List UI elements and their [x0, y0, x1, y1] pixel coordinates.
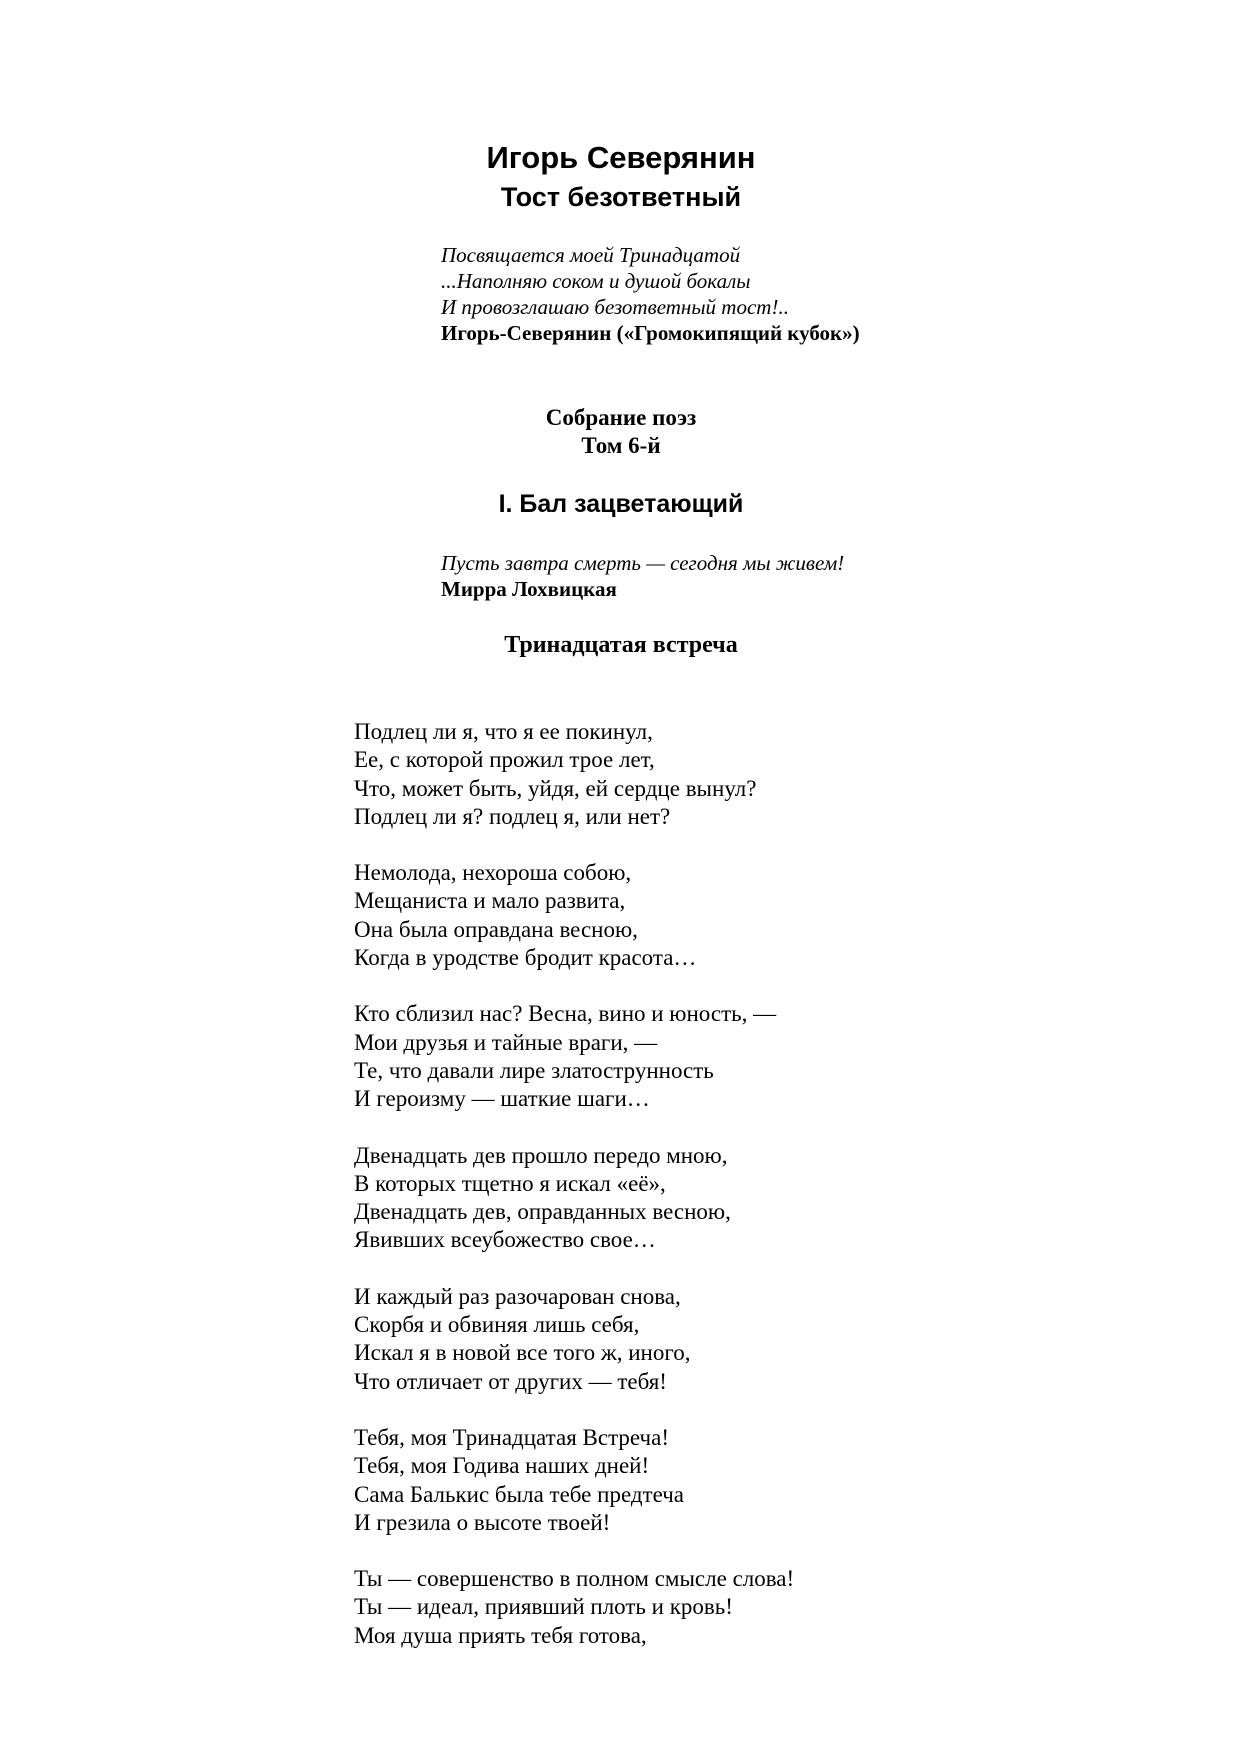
poem-stanza: [354, 718, 794, 831]
poem-stanza: [354, 859, 794, 972]
epigraph-line: ...Наполняю соком и душой бокалы: [441, 269, 751, 293]
poem-line: Немолода, нехороша собою,: [354, 860, 632, 886]
poem-line: Кто сблизил нас? Весна, вино и юность, —: [354, 1001, 777, 1027]
poem-line: Подлец ли я, что я ее покинул,: [354, 719, 653, 744]
poem-line: Когда в уродстве бродит красота…: [354, 945, 697, 971]
poem-line: Искал я в новой все того ж, иного,: [354, 1340, 691, 1366]
poem-line: Ты — совершенство в полном смысле слова!: [354, 1566, 795, 1592]
author-name: Игорь Северянин: [486, 140, 756, 175]
epigraph-line: И провозглашаю безответный тост!..: [441, 295, 789, 319]
poem-title: Тринадцатая встреча: [504, 632, 738, 658]
poem-line: Явивших всеубожество свое…: [354, 1227, 656, 1253]
poem-line: Скорбя и обвиняя лишь себя,: [354, 1312, 640, 1338]
poem-line: Моя душа приять тебя готова,: [354, 1622, 647, 1648]
poem-line: Что, может быть, уйдя, ей сердце вынул?: [354, 775, 757, 801]
epigraph-line: Посвящается моей Тринадцатой: [441, 243, 741, 267]
poem-line: Двенадцать дев прошло передо мною,: [354, 1142, 728, 1168]
dedication-epigraph: [441, 242, 860, 346]
section-epigraph-attribution: Мирра Лохвицкая: [441, 577, 617, 601]
collection-heading: [0, 404, 1242, 460]
poem-stanza: [354, 1283, 794, 1396]
poem-line: Что отличает от других — тебя!: [354, 1368, 667, 1394]
section-title: I. Бал зацветающий: [498, 490, 744, 518]
poem-line: Двенадцать дев, оправданных весною,: [354, 1199, 731, 1225]
poem-line: Те, что давали лире златострунность: [354, 1057, 714, 1083]
poem-line: И грезила о высоте твоей!: [354, 1509, 611, 1535]
book-title: Тост безответный: [500, 182, 742, 212]
section-epigraph: [441, 550, 844, 602]
poem-line: И героизму — шаткие шаги…: [354, 1086, 650, 1112]
poem-body: [354, 718, 794, 1678]
poem-line: Мои друзья и тайные враги, —: [354, 1029, 658, 1055]
collection-volume: Том 6-й: [581, 433, 661, 458]
poem-stanza: [354, 1142, 794, 1255]
poem-line: Она была оправдана весною,: [354, 916, 638, 942]
section-epigraph-line: Пусть завтра смерть — сегодня мы живем!: [441, 551, 845, 575]
poem-line: Подлец ли я? подлец я, или нет?: [354, 803, 671, 829]
poem-line: И каждый раз разочарован снова,: [354, 1283, 681, 1309]
poem-line: В которых тщетно я искал «её»,: [354, 1170, 666, 1196]
poem-line: Мещаниста и мало развита,: [354, 888, 626, 914]
poem-line: Тебя, моя Тринадцатая Встреча!: [354, 1424, 669, 1450]
poem-stanza: [354, 1000, 794, 1113]
collection-name: Собрание поэз: [545, 405, 697, 430]
poem-stanza: [354, 1424, 794, 1537]
poem-line: Тебя, моя Годива наших дней!: [354, 1453, 650, 1479]
poem-line: Сама Балькис была тебе предтеча: [354, 1481, 685, 1507]
poem-line: Ты — идеал, приявший плоть и кровь!: [354, 1594, 733, 1620]
poem-line: Ее, с которой прожил трое лет,: [354, 747, 655, 773]
epigraph-attribution: Игорь-Северянин («Громокипящий кубок»): [441, 321, 860, 345]
poem-stanza: [354, 1565, 794, 1650]
